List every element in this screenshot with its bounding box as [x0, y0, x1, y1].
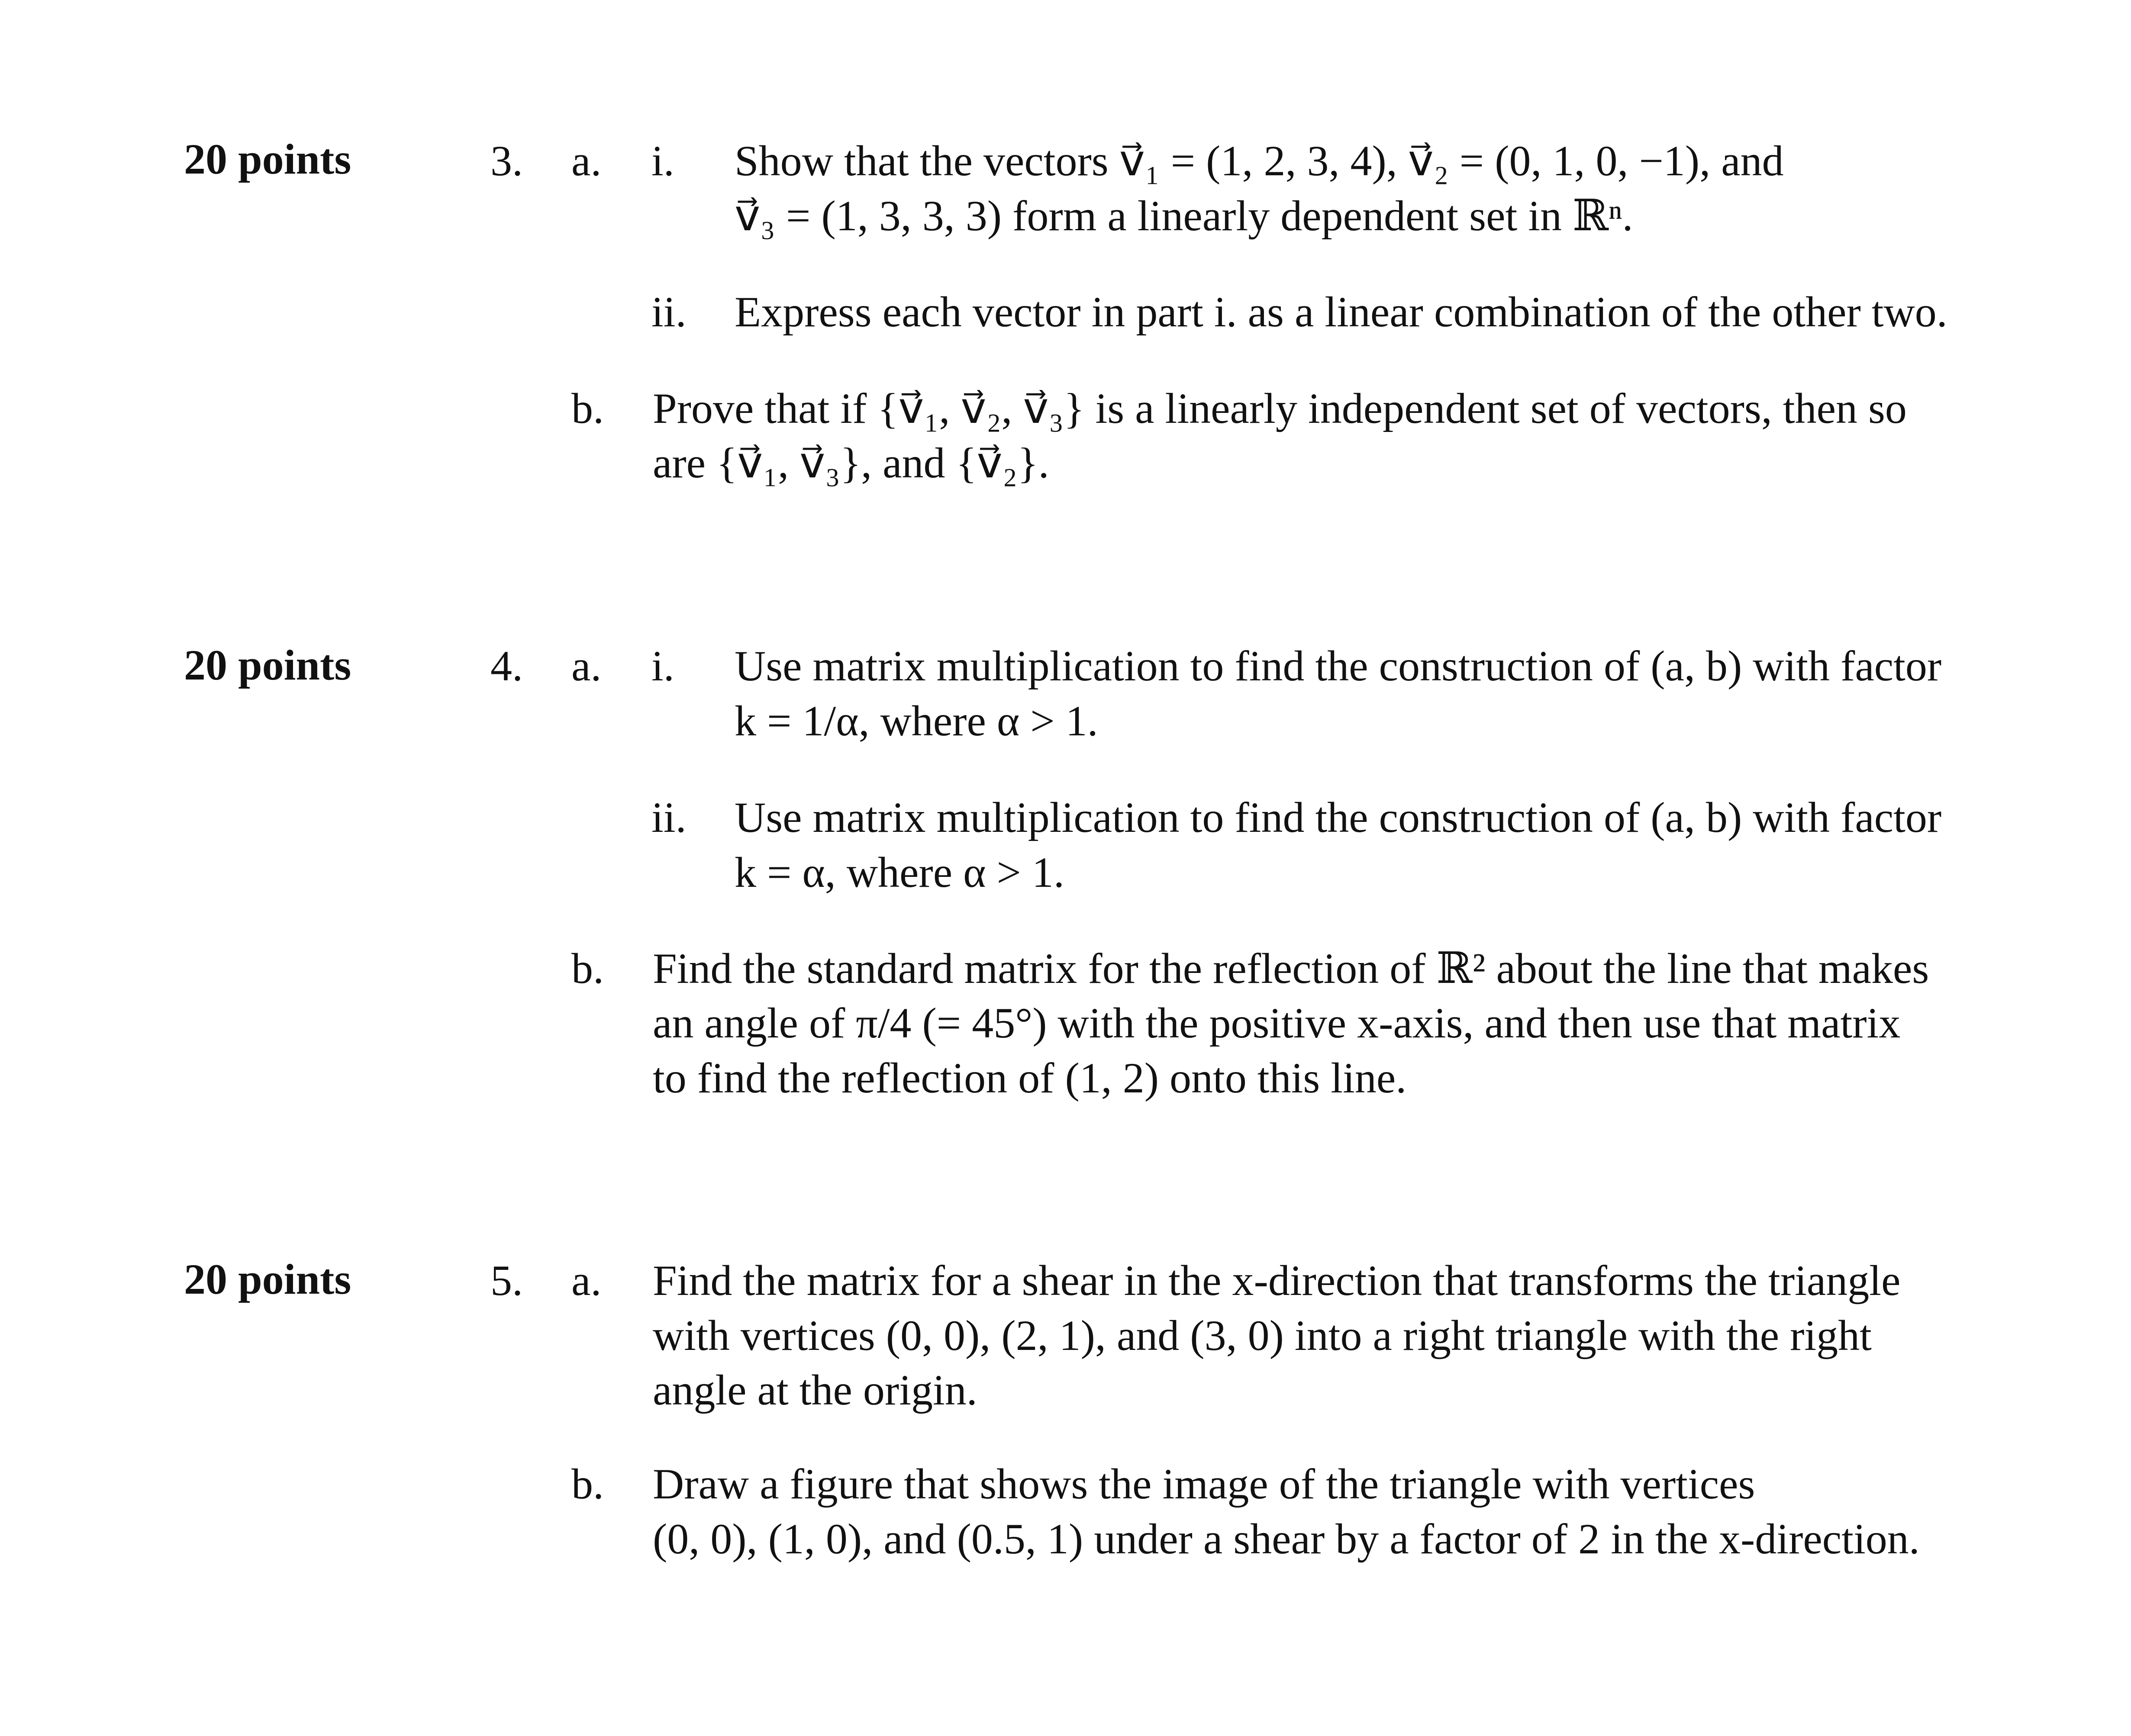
- part-label-4b: b.: [571, 944, 604, 992]
- subpart-label-4a-i: i.: [651, 642, 674, 690]
- part-label-5b: b.: [571, 1460, 604, 1508]
- subpart-label-3a-ii: ii.: [651, 288, 687, 336]
- problem-3a-ii-line-1: Express each vector in part i. as a linear combination of the other two.: [735, 288, 1947, 336]
- problem-5b-line-1: Draw a figure that shows the image of the triangle with vertices: [653, 1460, 1755, 1508]
- problem-3b-line-2: are {v⃗₁, v⃗₃}, and {v⃗₂}.: [653, 439, 1049, 487]
- problem-number-4: 4.: [490, 642, 523, 690]
- problem-4b-line-3: to find the reflection of (1, 2) onto this line.: [653, 1054, 1407, 1102]
- problem-3a-i-line-2: v⃗₃ = (1, 3, 3, 3) form a linearly dependent set in ℝⁿ.: [735, 192, 1633, 240]
- problem-5b-line-2: (0, 0), (1, 0), and (0.5, 1) under a shear by a factor of 2 in the x-direction.: [653, 1515, 1920, 1563]
- problem-number-5: 5.: [490, 1256, 523, 1304]
- subpart-label-4a-ii: ii.: [651, 793, 687, 841]
- part-label-5a: a.: [571, 1256, 602, 1304]
- points-label-problem-5: 20 points: [184, 1255, 351, 1303]
- problem-4b-line-2: an angle of π/4 (= 45°) with the positive x-axis, and then use that matrix: [653, 999, 1901, 1047]
- points-label-problem-3: 20 points: [184, 135, 351, 183]
- problem-5a-line-3: angle at the origin.: [653, 1366, 977, 1414]
- problem-4a-i-line-2: k = 1/α, where α > 1.: [735, 697, 1098, 745]
- problem-4b-line-1: Find the standard matrix for the reflection of ℝ² about the line that makes: [653, 944, 1929, 992]
- part-label-3a: a.: [571, 137, 602, 185]
- problem-4a-ii-line-2: k = α, where α > 1.: [735, 848, 1064, 896]
- subpart-label-3a-i: i.: [651, 137, 674, 185]
- problem-5a-line-1: Find the matrix for a shear in the x-direction that transforms the triangle: [653, 1256, 1901, 1304]
- points-label-problem-4: 20 points: [184, 641, 351, 689]
- problem-5a-line-2: with vertices (0, 0), (2, 1), and (3, 0) into a right triangle with the right: [653, 1311, 1872, 1359]
- problem-3b-line-1: Prove that if {v⃗₁, v⃗₂, v⃗₃} is a linearly independent set of vectors, then so: [653, 384, 1907, 432]
- part-label-3b: b.: [571, 384, 604, 432]
- problem-4a-ii-line-1: Use matrix multiplication to find the construction of (a, b) with factor: [735, 793, 1942, 841]
- problem-number-3: 3.: [490, 137, 523, 185]
- problem-3a-i-line-1: Show that the vectors v⃗₁ = (1, 2, 3, 4), v⃗₂ = (0, 1, 0, −1), and: [735, 137, 1784, 185]
- part-label-4a: a.: [571, 642, 602, 690]
- problem-4a-i-line-1: Use matrix multiplication to find the construction of (a, b) with factor: [735, 642, 1942, 690]
